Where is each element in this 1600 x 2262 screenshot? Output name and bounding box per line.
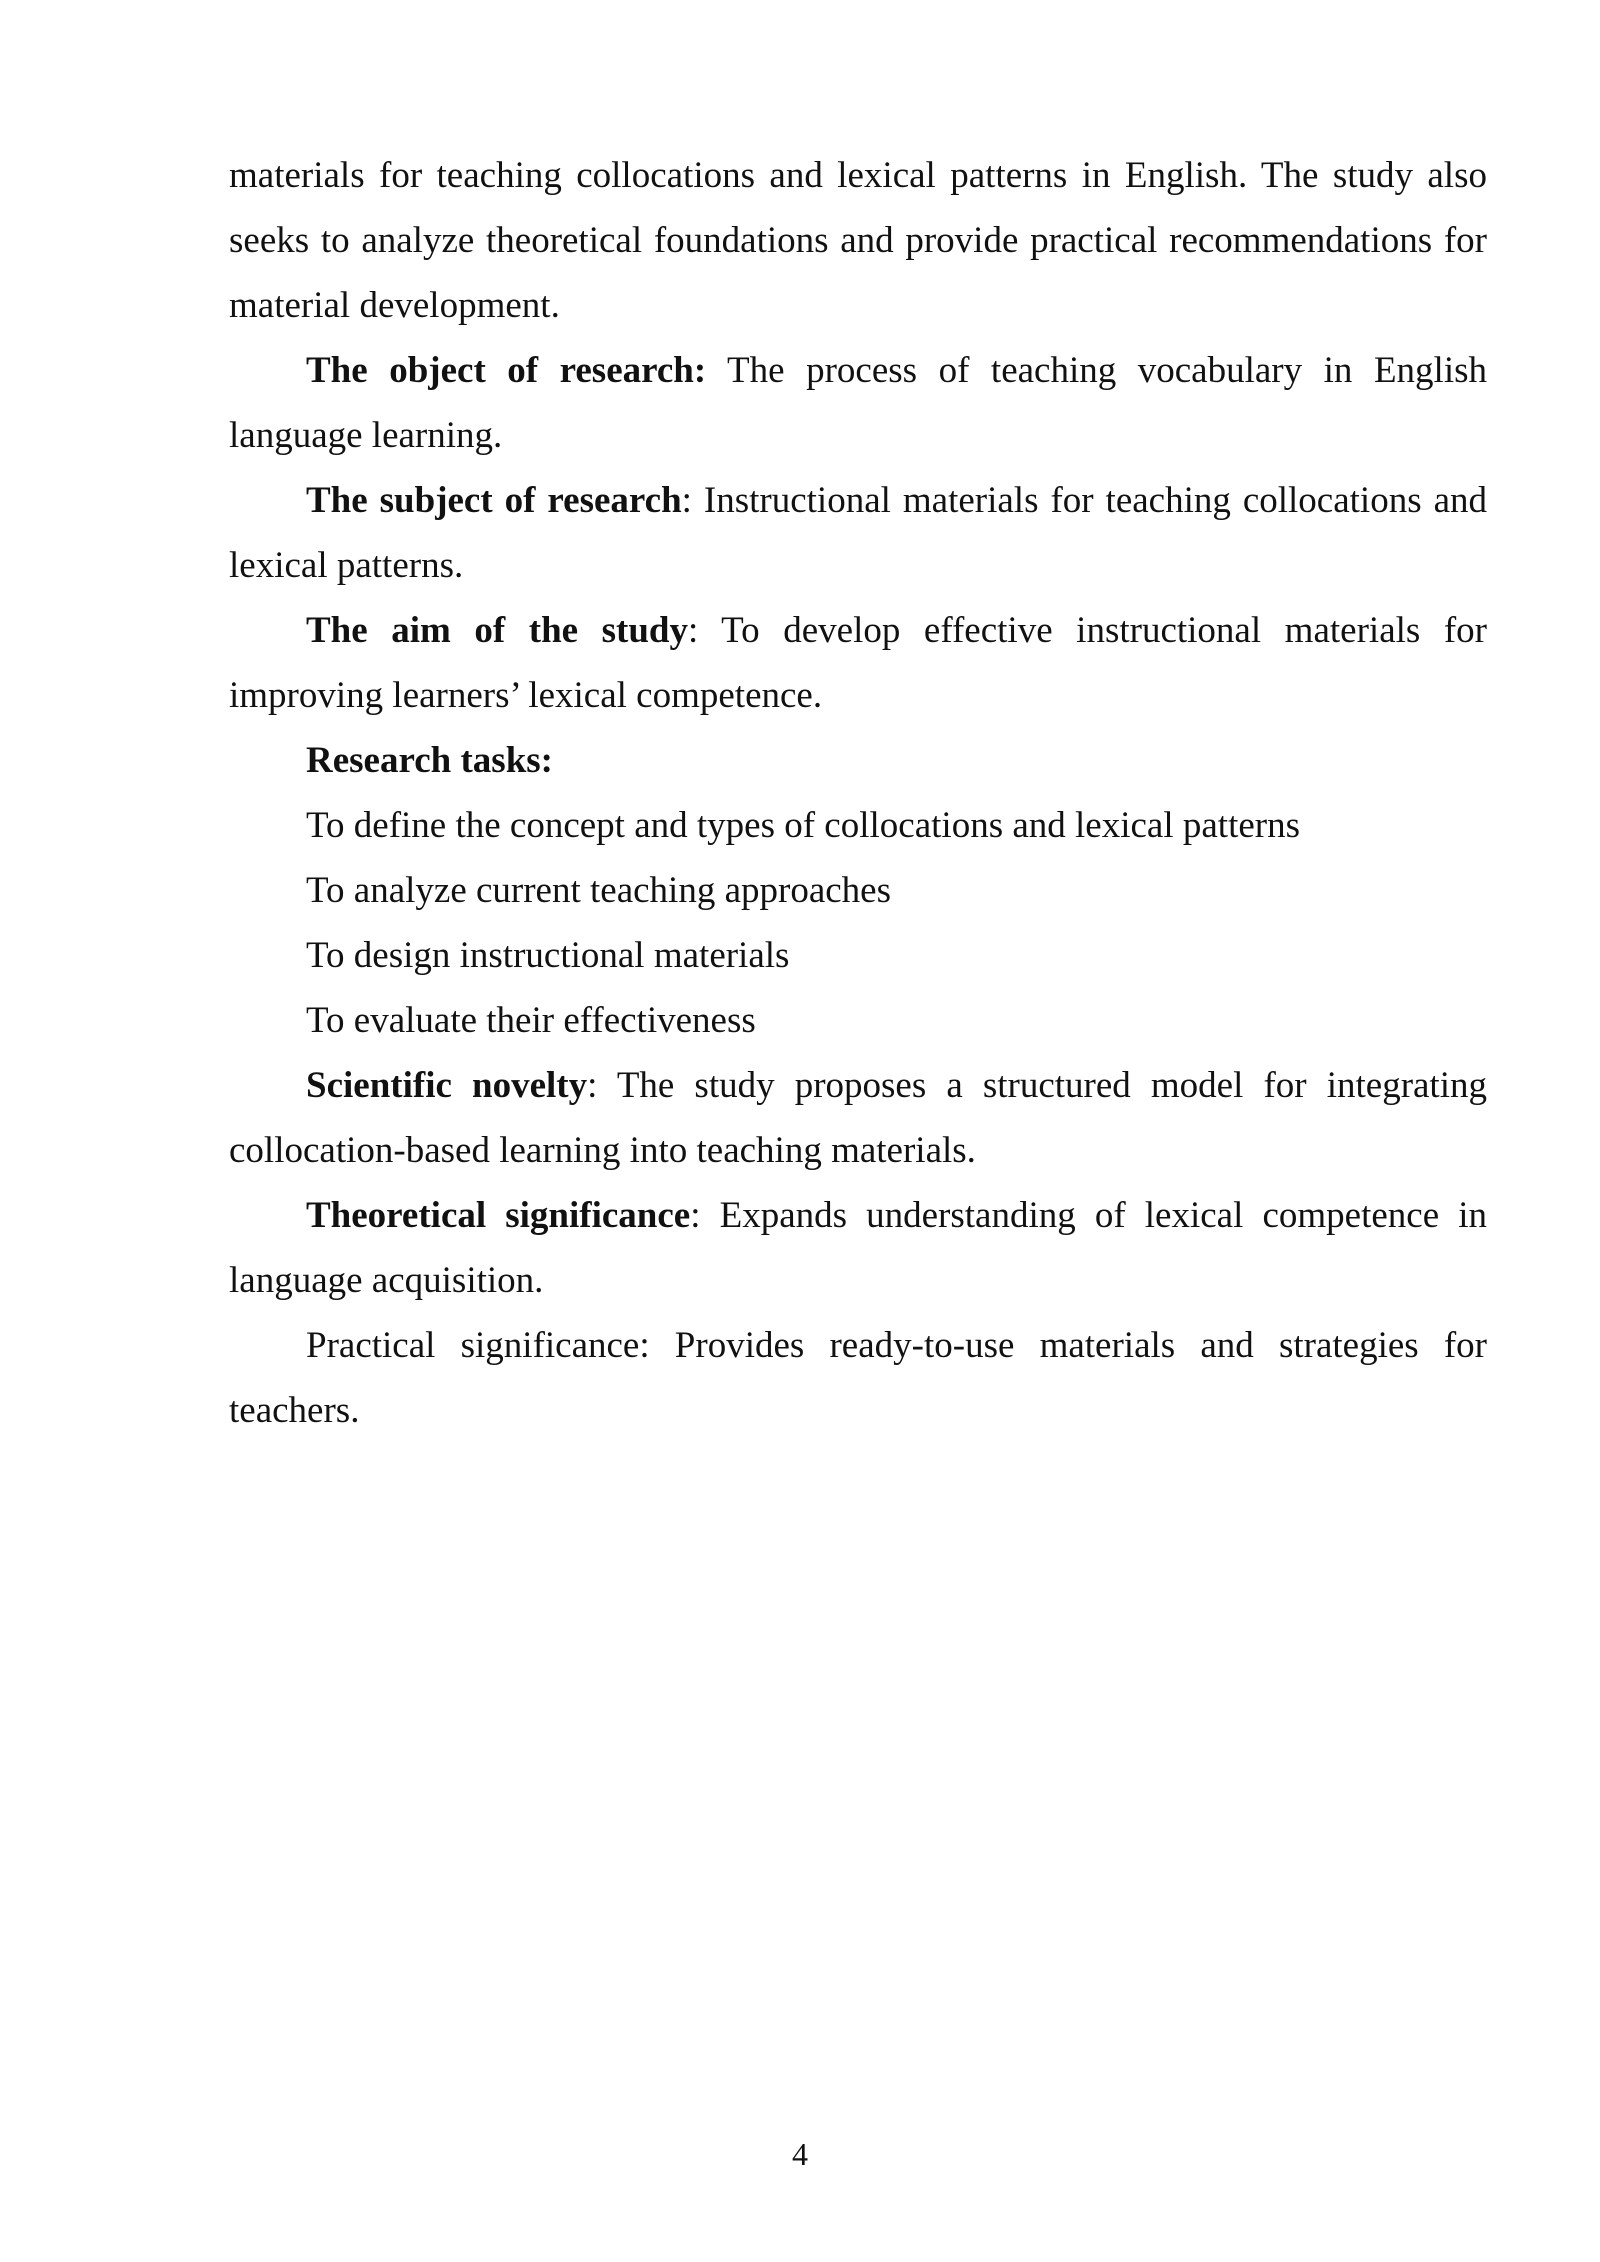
- aim-of-study-label: The aim of the study: [306, 610, 688, 651]
- research-task-item: To evaluate their effectiveness: [306, 1000, 756, 1041]
- aim-of-study-text: : To develop effective instructional materials for improving learners’ lexical competence.: [229, 610, 1487, 716]
- subject-of-research-label: The subject of research: [306, 480, 682, 521]
- intro-paragraph: materials for teaching collocations and lexical patterns in English. The study also seeks to analyze theoretical foundations and provide practical recommendations for material development.: [229, 155, 1487, 326]
- research-tasks-list: [229, 793, 1487, 1053]
- object-of-research-paragraph: [229, 338, 1487, 468]
- object-of-research-text: The process of teaching vocabulary in English language learning.: [229, 350, 1487, 456]
- object-of-research-label: The object of research:: [306, 350, 707, 391]
- research-tasks-heading: Research tasks:: [306, 740, 553, 781]
- page-number: 4: [792, 2136, 808, 2172]
- research-task-item: To design instructional materials: [306, 935, 790, 976]
- research-task-item: To analyze current teaching approaches: [306, 870, 891, 911]
- theoretical-significance-paragraph: [229, 1183, 1487, 1313]
- body-text: [229, 143, 1487, 1443]
- theoretical-significance-label: Theoretical significance: [306, 1195, 691, 1236]
- practical-significance-paragraph: Practical significance: Provides ready-to-use materials and strategies for teachers.: [229, 1325, 1487, 1431]
- subject-of-research-paragraph: [229, 468, 1487, 598]
- scientific-novelty-paragraph: [229, 1053, 1487, 1183]
- scientific-novelty-text: : The study proposes a structured model for integrating collocation-based learning into teaching materials.: [229, 1065, 1487, 1171]
- scientific-novelty-label: Scientific novelty: [306, 1065, 588, 1106]
- research-task-item: To define the concept and types of collocations and lexical patterns: [306, 805, 1300, 846]
- theoretical-significance-text: : Expands understanding of lexical competence in language acquisition.: [229, 1195, 1487, 1301]
- subject-of-research-text: : Instructional materials for teaching collocations and lexical patterns.: [229, 480, 1487, 586]
- aim-of-study-paragraph: [229, 598, 1487, 728]
